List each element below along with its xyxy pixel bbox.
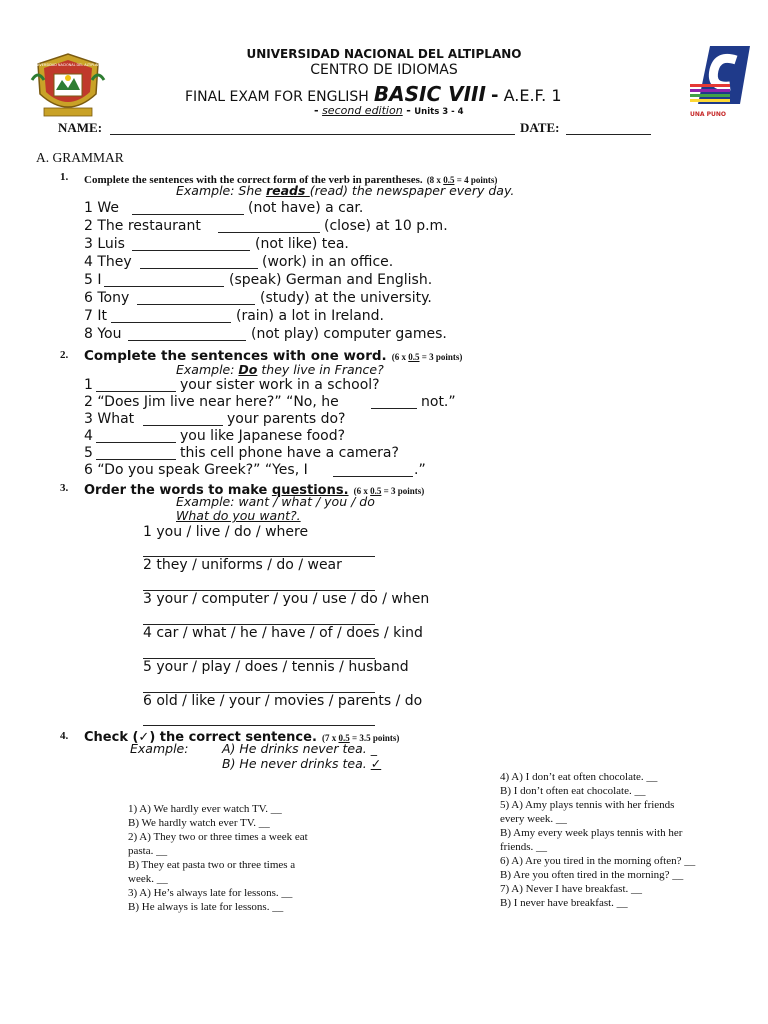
q1-instruction: Complete the sentences with the correct form of the verb in parentheses. (8 x 0.5 = 4 points) — [84, 174, 498, 186]
date-label: DATE: — [520, 120, 560, 135]
q1-item: (not play) computer games. — [251, 326, 447, 342]
q4-left-line: week. __ — [128, 873, 168, 885]
q4-left-line: 3) A) He’s always late for lessons. __ — [128, 887, 293, 899]
q1-blank[interactable] — [111, 322, 231, 323]
name-label: NAME: — [58, 120, 103, 135]
q1-item: (not have) a car. — [248, 200, 364, 216]
q4-right-line: B) Are you often tired in the morning? __ — [500, 869, 684, 881]
q2-blank[interactable] — [333, 476, 413, 477]
q1-item: 8 You — [84, 326, 122, 342]
name-field[interactable] — [110, 134, 515, 135]
q4-left-line: B) He always is late for lessons. __ — [128, 901, 284, 913]
q2-item: 5 — [84, 445, 93, 461]
q2-item: you like Japanese food? — [180, 428, 346, 444]
svg-text:UNA PUNO: UNA PUNO — [690, 111, 727, 118]
q1-item: (rain) a lot in Ireland. — [236, 308, 384, 324]
q1-item: (not like) tea. — [255, 236, 349, 252]
q4-right-line: B) I don’t often eat chocolate. __ — [500, 785, 646, 797]
center-name: CENTRO DE IDIOMAS — [310, 62, 458, 78]
q2-example: Example: Do they live in France? — [176, 362, 384, 377]
svg-text:UNIVERSIDAD NACIONAL DEL ALTIP: UNIVERSIDAD NACIONAL DEL ALTIPLANO — [33, 63, 103, 67]
q3-item: 6 old / like / your / movies / parents / do — [143, 693, 423, 709]
q4-left-line: B) We hardly watch ever TV. __ — [128, 817, 270, 829]
q2-blank[interactable] — [96, 459, 176, 460]
q3-instruction: Order the words to make questions. (6 x 0.5 = 3 points) — [84, 483, 425, 498]
q3-item: 4 car / what / he / have / of / does / kind — [143, 625, 423, 641]
q1-blank[interactable] — [132, 250, 250, 251]
q4-right-line: every week. __ — [500, 813, 567, 825]
q1-blank[interactable] — [137, 304, 255, 305]
q3-item: 5 your / play / does / tennis / husband — [143, 659, 409, 675]
q1-item: (work) in an office. — [262, 254, 394, 270]
q2-item: .” — [414, 462, 426, 478]
q1-item: 2 The restaurant — [84, 218, 201, 234]
q3-item: 2 they / uniforms / do / wear — [143, 557, 342, 573]
q2-blank[interactable] — [371, 408, 417, 409]
q3-item: 3 your / computer / you / use / do / when — [143, 591, 430, 607]
q1-number: 1. — [60, 171, 69, 183]
q4-example-a: A) He drinks never tea. _ — [222, 741, 377, 756]
q1-item: (study) at the university. — [260, 290, 432, 306]
q2-item: 4 — [84, 428, 93, 444]
q2-item: this cell phone have a camera? — [180, 445, 399, 461]
q4-right-line: B) I never have breakfast. __ — [500, 897, 628, 909]
q1-blank[interactable] — [104, 286, 224, 287]
q4-example-b: B) He never drinks tea. ✓ — [222, 756, 382, 771]
q2-item: 1 — [84, 377, 93, 393]
exam-book: A.E.F. 1 — [503, 86, 562, 105]
q4-example-label: Example: — [130, 741, 189, 756]
q2-item: not.” — [421, 394, 456, 410]
q1-blank[interactable] — [140, 268, 258, 269]
q1-item: 6 Tony — [84, 290, 130, 306]
q2-item: 6 “Do you speak Greek?” “Yes, I — [84, 462, 308, 478]
q3-number: 3. — [60, 482, 69, 494]
q4-left-line: 1) A) We hardly ever watch TV. __ — [128, 803, 282, 815]
q4-left-line: B) They eat pasta two or three times a — [128, 859, 296, 871]
q3-item: 1 you / live / do / where — [143, 524, 309, 540]
q3-example-answer: What do you want?. — [176, 508, 301, 523]
q2-item: 2 “Does Jim live near here?” “No, he — [84, 394, 339, 410]
date-field[interactable] — [566, 134, 651, 135]
q4-number: 4. — [60, 730, 69, 742]
q2-number: 2. — [60, 349, 69, 361]
q1-item: 7 It — [84, 308, 107, 324]
q2-blank[interactable] — [143, 425, 223, 426]
q4-right-line: 5) A) Amy plays tennis with her friends — [500, 799, 675, 811]
q3-example: Example: want / what / you / do — [176, 494, 375, 509]
q4-left-line: pasta. __ — [128, 845, 168, 857]
q2-instruction: Complete the sentences with one word. (6 x 0.5 = 3 points) — [84, 348, 463, 364]
q1-item: 5 I — [84, 272, 102, 288]
q2-blank[interactable] — [96, 442, 176, 443]
q4-left-line: 2) A) They two or three times a week eat — [128, 831, 308, 843]
q1-item: 4 They — [84, 254, 132, 270]
q1-example: Example: She reads (read) the newspaper every day. — [176, 183, 515, 198]
q4-right-line: 4) A) I don’t eat often chocolate. __ — [500, 771, 658, 783]
q4-right-line: B) Amy every week plays tennis with her — [500, 827, 683, 839]
exam-title: FINAL EXAM FOR ENGLISH BASIC VIII - A.E.F. 1 — [185, 82, 562, 106]
q1-item: (speak) German and English. — [229, 272, 433, 288]
university-name: UNIVERSIDAD NACIONAL DEL ALTIPLANO — [246, 47, 522, 61]
q1-item: 1 We — [84, 200, 119, 216]
section-title: A. GRAMMAR — [36, 150, 124, 165]
edition-line: - second edition - Units 3 - 4 — [314, 104, 464, 117]
q1-blank[interactable] — [128, 340, 246, 341]
q1-blank[interactable] — [132, 214, 244, 215]
q4-instruction: Check (✓) the correct sentence. (7 x 0.5 = 3.5 points) — [84, 730, 400, 745]
exam-level: BASIC VIII — [373, 82, 486, 106]
q4-right-line: friends. __ — [500, 841, 548, 853]
q1-blank[interactable] — [218, 232, 320, 233]
q1-item: (close) at 10 p.m. — [324, 218, 448, 234]
q2-item: your parents do? — [227, 411, 346, 427]
q4-right-line: 7) A) Never I have breakfast. __ — [500, 883, 643, 895]
q1-item: 3 Luis — [84, 236, 125, 252]
q2-blank[interactable] — [96, 391, 176, 392]
q2-item: 3 What — [84, 411, 135, 427]
q2-item: your sister work in a school? — [180, 377, 380, 393]
q4-right-line: 6) A) Are you tired in the morning often? __ — [500, 855, 696, 867]
